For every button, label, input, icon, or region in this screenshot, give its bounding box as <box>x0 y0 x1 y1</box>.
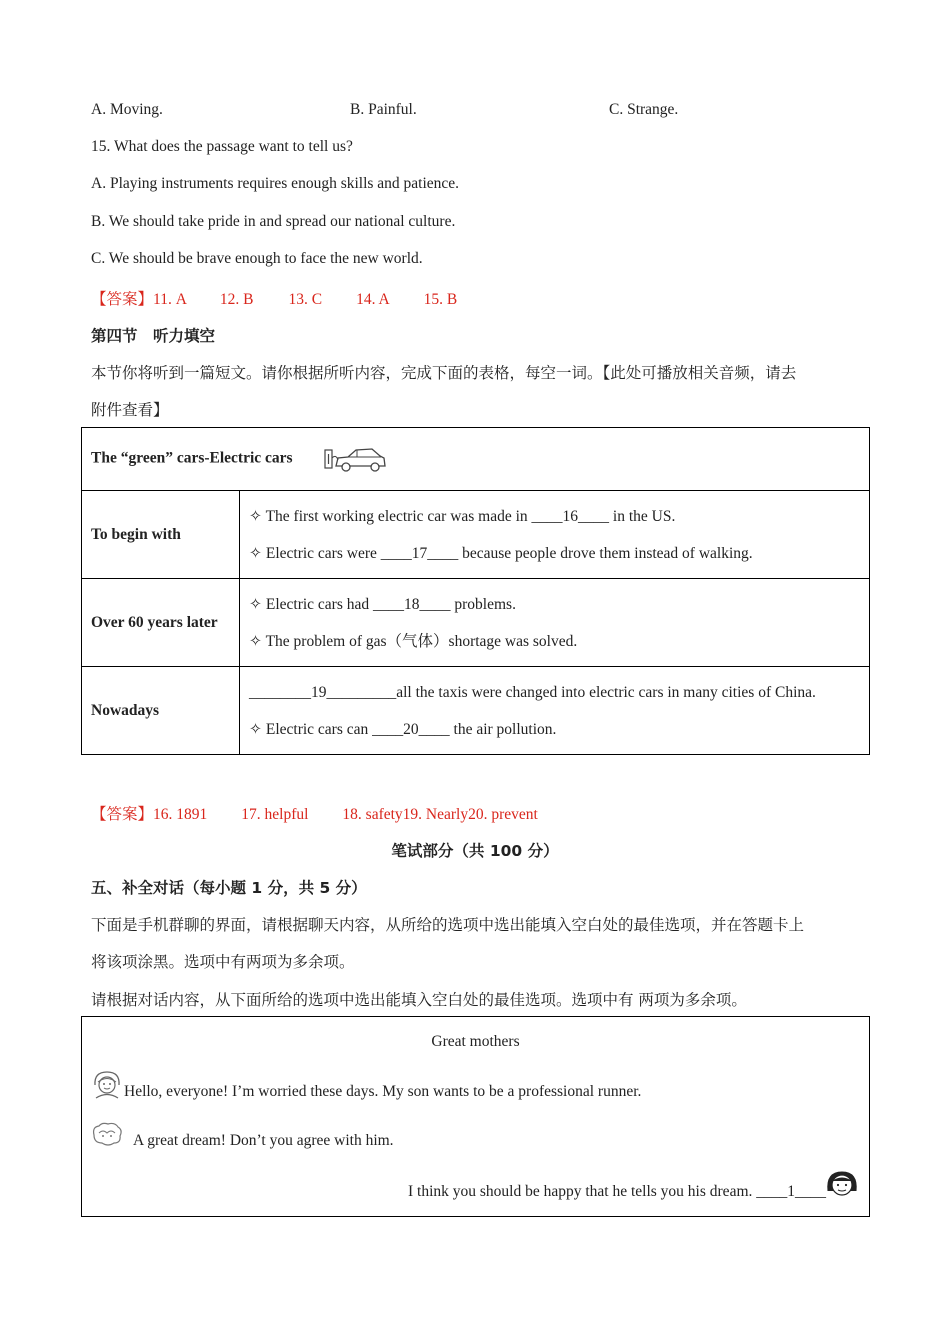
option-15b: B. We should take pride in and spread our national culture. <box>91 213 456 230</box>
section-5-instruction-line3: 请根据对话内容，从下面所给的选项中选出能填入空白处的最佳选项。选项中有 两项为多余项。 <box>91 991 747 1009</box>
table-title: The “green” cars-Electric cars <box>91 449 293 467</box>
chat-message: A great dream! Don’t you agree with him. <box>133 1132 394 1149</box>
friend-avatar-icon <box>90 1121 124 1149</box>
row-content <box>240 491 870 579</box>
row-content <box>240 667 870 755</box>
row-line: ✧ The problem of gas（气体）shortage was solved. <box>249 632 578 650</box>
chat-message: I think you should be happy that he tells you his dream. ____1____ <box>407 1183 826 1200</box>
answer-item: 13. C <box>288 291 323 308</box>
answer-line-2 <box>91 802 538 824</box>
section-4-instruction-line1: 本节你将听到一篇短文。请你根据所听内容，完成下面的表格，每空一词。【此处可播放相关音频，请去 <box>91 364 797 382</box>
option-14c: C. Strange. <box>609 101 679 118</box>
written-part-title: 笔试部分（共 100 分） <box>391 842 559 860</box>
row-label: Over 60 years later <box>82 579 240 667</box>
row-content <box>240 579 870 667</box>
listening-table <box>81 427 870 755</box>
section-5-instruction-line2: 将该项涂黑。选项中有两项为多余项。 <box>91 953 355 971</box>
section-4-title: 第四节 听力填空 <box>91 327 216 345</box>
option-15a: A. Playing instruments requires enough skills and patience. <box>91 175 460 192</box>
electric-car-icon <box>324 444 388 474</box>
answer-line-1 <box>91 287 457 309</box>
table-title-cell <box>82 428 870 491</box>
option-14b: B. Painful. <box>350 101 417 118</box>
answer-item: 17. helpful <box>241 806 309 823</box>
option-15c: C. We should be brave enough to face the new world. <box>91 250 423 267</box>
answer-label: 【答案】 <box>91 290 154 308</box>
table-row <box>82 579 870 667</box>
girl-avatar-icon <box>825 1169 859 1199</box>
row-label: Nowadays <box>82 667 240 755</box>
table-row <box>82 667 870 755</box>
answer-item: 16. 1891 <box>153 806 208 823</box>
answer-item: 11. A <box>153 291 187 308</box>
mother-avatar-icon <box>90 1069 124 1099</box>
section-5-instruction-line1: 下面是手机群聊的界面，请根据聊天内容，从所给的选项中选出能填入空白处的最佳选项，并在答题卡上 <box>91 916 805 934</box>
section-4-instruction-line2: 附件查看】 <box>91 401 169 419</box>
chat-message: Hello, everyone! I’m worried these days. My son wants to be a professional runner. <box>124 1083 642 1100</box>
chat-title: Great mothers <box>431 1033 520 1050</box>
chat-box <box>81 1016 870 1217</box>
option-14a: A. Moving. <box>91 101 163 118</box>
row-line: ________19_________all the taxis were changed into electric cars in many cities of China. <box>249 683 816 701</box>
answer-item: 12. B <box>219 291 254 308</box>
row-line: ✧ Electric cars were ____17____ because people drove them instead of walking. <box>249 544 753 562</box>
row-line: ✧ The first working electric car was made in ____16____ in the US. <box>249 507 676 525</box>
answer-label: 【答案】 <box>91 805 154 823</box>
answer-item: 14. A <box>356 291 390 308</box>
answer-item: 18. safety19. Nearly20. prevent <box>342 806 538 823</box>
section-5-title: 五、补全对话（每小题 1 分，共 5 分） <box>91 879 367 897</box>
row-line: ✧ Electric cars can ____20____ the air pollution. <box>249 720 557 738</box>
row-line: ✧ Electric cars had ____18____ problems. <box>249 595 516 613</box>
answer-item: 15. B <box>423 291 458 308</box>
table-row <box>82 491 870 579</box>
question-15-stem: 15. What does the passage want to tell us? <box>91 138 353 155</box>
row-label: To begin with <box>82 491 240 579</box>
